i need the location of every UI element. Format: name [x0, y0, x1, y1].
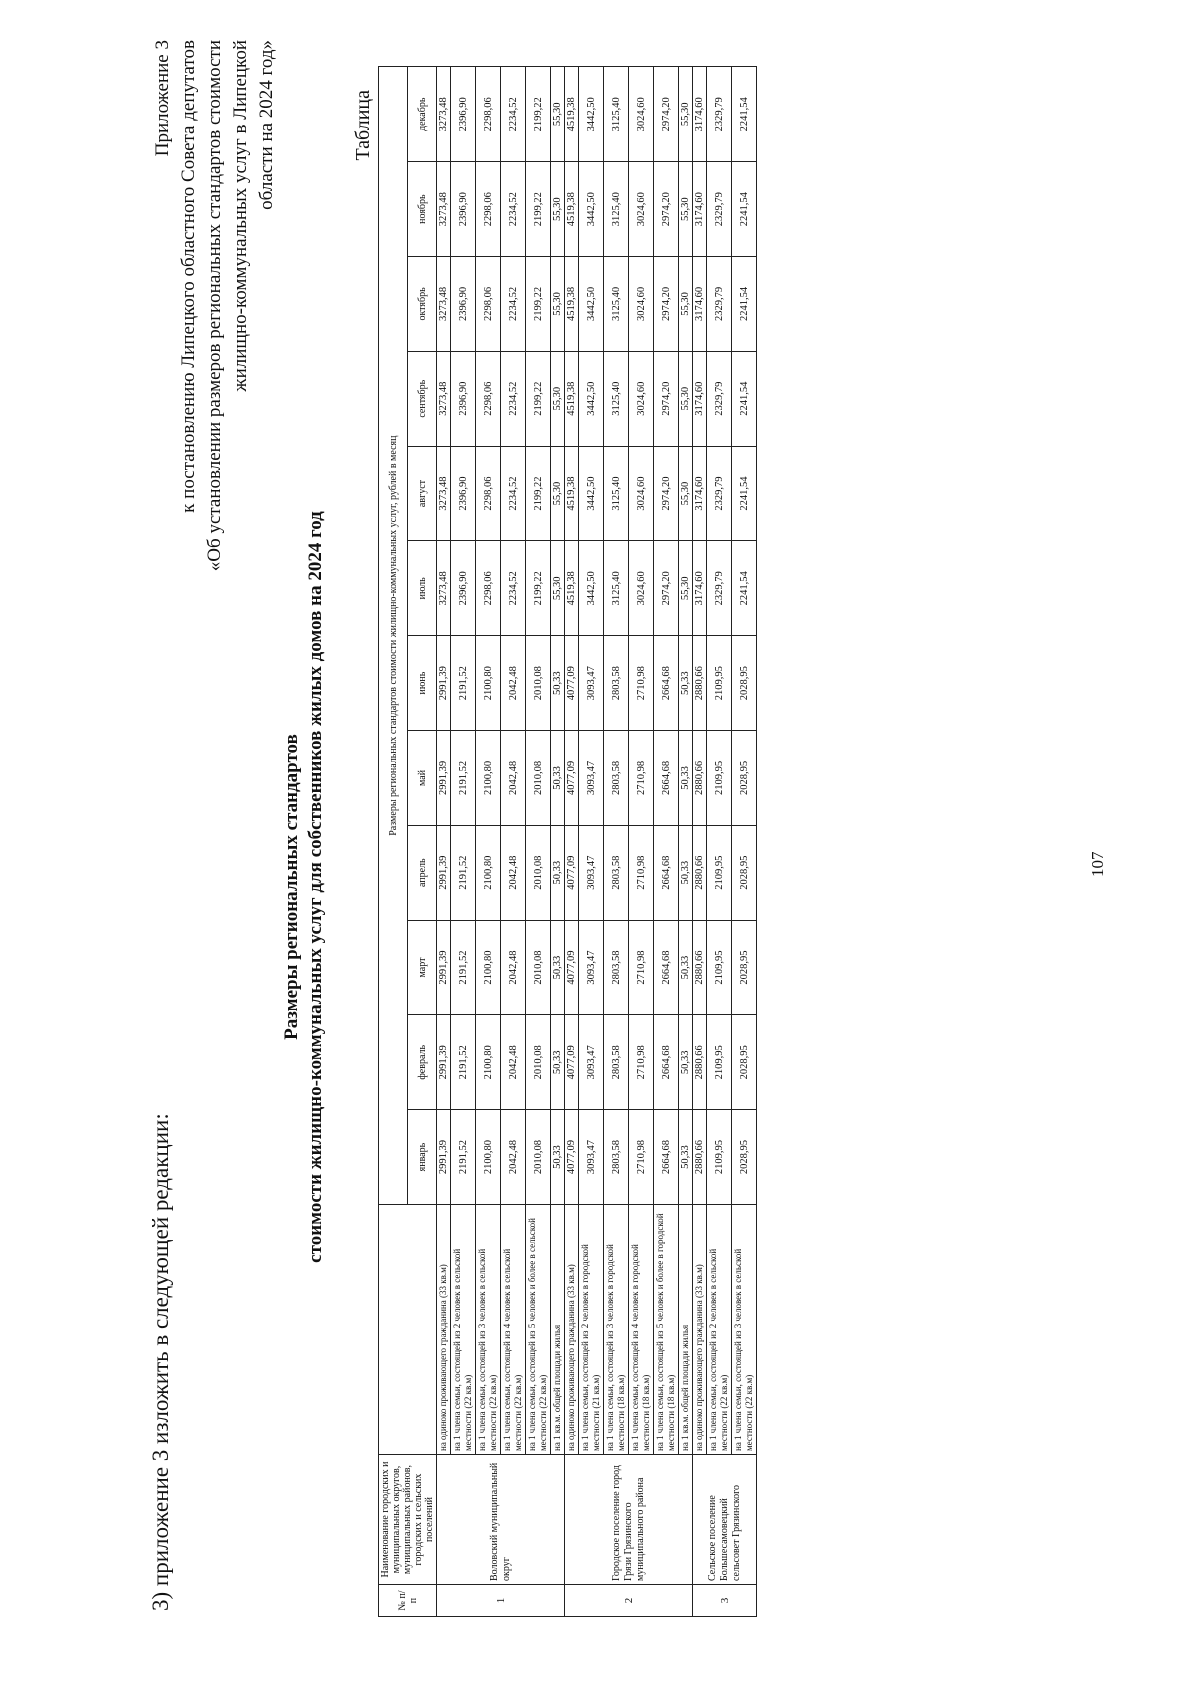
value-cell: 3174,60: [693, 446, 707, 541]
value-cell: 2010,08: [526, 636, 551, 731]
value-cell: 2199,22: [526, 351, 551, 446]
column-header-category: [379, 1205, 437, 1455]
value-cell: 2664,68: [654, 825, 679, 920]
value-cell: 3125,40: [604, 351, 629, 446]
value-cell: 3125,40: [604, 162, 629, 257]
value-cell: 2028,95: [732, 636, 757, 731]
value-cell: 2803,58: [604, 825, 629, 920]
category-description: на 1 члена семьи, состоящей из 4 человек в сельской местности (22 кв.м): [501, 1205, 526, 1455]
value-cell: 2974,20: [654, 351, 679, 446]
month-header: сентябрь: [408, 351, 437, 446]
value-cell: 50,33: [551, 920, 565, 1015]
value-cell: 4077,09: [565, 1110, 579, 1205]
value-cell: 3442,50: [579, 351, 604, 446]
value-cell: 2234,52: [501, 257, 526, 352]
value-cell: 50,33: [679, 920, 693, 1015]
value-cell: 55,30: [679, 257, 693, 352]
category-description: на 1 члена семьи, состоящей из 3 человек в городской местности (18 кв.м): [604, 1205, 629, 1455]
table-row: [629, 67, 654, 1617]
value-cell: 3442,50: [579, 257, 604, 352]
row-number: 1: [437, 1585, 565, 1617]
value-cell: 3442,50: [579, 446, 604, 541]
value-cell: 2974,20: [654, 446, 679, 541]
value-cell: 3093,47: [579, 636, 604, 731]
table-row: [565, 67, 579, 1617]
value-cell: 2191,52: [451, 731, 476, 826]
value-cell: 2880,66: [693, 636, 707, 731]
title-line-1: Размеры региональных стандартов: [281, 734, 302, 1040]
table-row: [451, 67, 476, 1617]
value-cell: 50,33: [679, 636, 693, 731]
value-cell: 2880,66: [693, 920, 707, 1015]
value-cell: 3024,60: [629, 257, 654, 352]
table-row: [604, 67, 629, 1617]
table-row: [437, 67, 451, 1617]
value-cell: 3174,60: [693, 67, 707, 162]
value-cell: 2710,98: [629, 636, 654, 731]
value-cell: 2100,80: [476, 1015, 501, 1110]
standards-table: [378, 66, 757, 1617]
value-cell: 3024,60: [629, 446, 654, 541]
value-cell: 3093,47: [579, 825, 604, 920]
value-cell: 2010,08: [526, 825, 551, 920]
value-cell: 2991,39: [437, 636, 451, 731]
value-cell: 3174,60: [693, 351, 707, 446]
value-cell: 50,33: [679, 731, 693, 826]
value-cell: 3273,48: [437, 541, 451, 636]
value-cell: 50,33: [679, 825, 693, 920]
value-cell: 2234,52: [501, 541, 526, 636]
value-cell: 2234,52: [501, 351, 526, 446]
column-group-header: Размеры региональных стандартов стоимости жилищно-коммунальных услуг, рублей в месяц: [379, 67, 408, 1205]
value-cell: 2199,22: [526, 67, 551, 162]
value-cell: 2100,80: [476, 825, 501, 920]
value-cell: 2298,06: [476, 257, 501, 352]
value-cell: 50,33: [551, 1015, 565, 1110]
month-header: март: [408, 920, 437, 1015]
appendix-header-line: жилищно-коммунальных услуг в Липецкой: [230, 40, 251, 392]
value-cell: 2298,06: [476, 67, 501, 162]
value-cell: 2241,54: [732, 351, 757, 446]
table-row: [732, 67, 757, 1617]
table-row: [501, 67, 526, 1617]
value-cell: 2974,20: [654, 67, 679, 162]
page-number: 107: [1088, 851, 1107, 877]
category-description: на 1 члена семьи, состоящей из 3 человек в сельской местности (22 кв.м): [476, 1205, 501, 1455]
title-line-2: стоимости жилищно-коммунальных услуг для собственников жилых домов на 2024 год: [305, 511, 326, 1263]
value-cell: 2109,95: [707, 731, 732, 826]
value-cell: 2191,52: [451, 1110, 476, 1205]
value-cell: 2191,52: [451, 636, 476, 731]
value-cell: 55,30: [679, 351, 693, 446]
value-cell: 3273,48: [437, 67, 451, 162]
value-cell: 2991,39: [437, 920, 451, 1015]
value-cell: 2396,90: [451, 351, 476, 446]
table-row: [579, 67, 604, 1617]
value-cell: 2199,22: [526, 446, 551, 541]
value-cell: 3093,47: [579, 731, 604, 826]
value-cell: 2042,48: [501, 1015, 526, 1110]
value-cell: 2880,66: [693, 1110, 707, 1205]
value-cell: 2880,66: [693, 1015, 707, 1110]
value-cell: 2974,20: [654, 541, 679, 636]
month-header: февраль: [408, 1015, 437, 1110]
value-cell: 4519,38: [565, 162, 579, 257]
value-cell: 4519,38: [565, 67, 579, 162]
value-cell: 55,30: [679, 541, 693, 636]
value-cell: 4077,09: [565, 1015, 579, 1110]
value-cell: 2241,54: [732, 67, 757, 162]
month-header: январь: [408, 1110, 437, 1205]
value-cell: 4519,38: [565, 351, 579, 446]
value-cell: 2042,48: [501, 731, 526, 826]
category-description: на 1 члена семьи, состоящей из 5 человек и более в сельской местности (22 кв.м): [526, 1205, 551, 1455]
value-cell: 2191,52: [451, 920, 476, 1015]
value-cell: 3273,48: [437, 351, 451, 446]
category-description: на 1 члена семьи, состоящей из 2 человек в сельской местности (22 кв.м): [707, 1205, 732, 1455]
value-cell: 3273,48: [437, 162, 451, 257]
table-caption: Таблица: [352, 90, 374, 161]
table-row: [707, 67, 732, 1617]
value-cell: 2109,95: [707, 825, 732, 920]
row-number: 3: [693, 1585, 757, 1617]
value-cell: 2710,98: [629, 1015, 654, 1110]
value-cell: 2664,68: [654, 636, 679, 731]
value-cell: 55,30: [679, 67, 693, 162]
value-cell: 55,30: [551, 67, 565, 162]
month-header: август: [408, 446, 437, 541]
value-cell: 2396,90: [451, 257, 476, 352]
value-cell: 3125,40: [604, 541, 629, 636]
column-header-number: № п/п: [379, 1585, 437, 1617]
lead-text: 3) приложение 3 изложить в следующей редакции:: [148, 1113, 173, 1611]
value-cell: 55,30: [551, 446, 565, 541]
value-cell: 2396,90: [451, 162, 476, 257]
month-header: октябрь: [408, 257, 437, 352]
value-cell: 2710,98: [629, 920, 654, 1015]
category-description: на 1 члена семьи, состоящей из 2 человек в городской местности (21 кв.м): [579, 1205, 604, 1455]
value-cell: 2298,06: [476, 446, 501, 541]
category-description: на 1 члена семьи, состоящей из 4 человек в городской местности (18 кв.м): [629, 1205, 654, 1455]
value-cell: 2329,79: [707, 162, 732, 257]
category-description: на 1 члена семьи, состоящей из 2 человек в сельской местности (22 кв.м): [451, 1205, 476, 1455]
table-row: [679, 67, 693, 1617]
value-cell: 55,30: [551, 541, 565, 636]
value-cell: 50,33: [551, 636, 565, 731]
value-cell: 2010,08: [526, 1110, 551, 1205]
appendix-header-line: «Об установлении размеров региональных стандартов стоимости: [204, 40, 225, 572]
value-cell: 2664,68: [654, 1110, 679, 1205]
value-cell: 3093,47: [579, 920, 604, 1015]
value-cell: 4077,09: [565, 636, 579, 731]
month-header: июнь: [408, 636, 437, 731]
month-header: июль: [408, 541, 437, 636]
table-row: [526, 67, 551, 1617]
value-cell: 3442,50: [579, 162, 604, 257]
value-cell: 2664,68: [654, 1015, 679, 1110]
value-cell: 3024,60: [629, 541, 654, 636]
municipality-name: Воловский муниципальный округ: [437, 1455, 565, 1585]
value-cell: 2396,90: [451, 541, 476, 636]
value-cell: 2109,95: [707, 1015, 732, 1110]
category-description: на 1 кв.м. общей площади жилья: [551, 1205, 565, 1455]
value-cell: 2199,22: [526, 162, 551, 257]
month-header: апрель: [408, 825, 437, 920]
value-cell: 2241,54: [732, 446, 757, 541]
value-cell: 3093,47: [579, 1015, 604, 1110]
value-cell: 3174,60: [693, 162, 707, 257]
value-cell: 2880,66: [693, 825, 707, 920]
value-cell: 2803,58: [604, 731, 629, 826]
value-cell: 2803,58: [604, 636, 629, 731]
value-cell: 3442,50: [579, 541, 604, 636]
value-cell: 2028,95: [732, 920, 757, 1015]
value-cell: 2042,48: [501, 920, 526, 1015]
value-cell: 2664,68: [654, 731, 679, 826]
value-cell: 2191,52: [451, 1015, 476, 1110]
value-cell: 2974,20: [654, 257, 679, 352]
table-row: [693, 67, 707, 1617]
value-cell: 2329,79: [707, 446, 732, 541]
value-cell: 2010,08: [526, 731, 551, 826]
value-cell: 2991,39: [437, 731, 451, 826]
municipality-name: Сельское поселение Большесамовецкий сельсовет Грязинского: [693, 1455, 757, 1585]
value-cell: 2991,39: [437, 1110, 451, 1205]
table-row: [476, 67, 501, 1617]
value-cell: 3273,48: [437, 446, 451, 541]
value-cell: 2298,06: [476, 351, 501, 446]
category-description: на 1 кв.м. общей площади жилья: [679, 1205, 693, 1455]
value-cell: 2234,52: [501, 162, 526, 257]
value-cell: 2028,95: [732, 731, 757, 826]
value-cell: 2100,80: [476, 920, 501, 1015]
category-description: на 1 члена семьи, состоящей из 5 человек и более в городской местности (18 кв.м): [654, 1205, 679, 1455]
value-cell: 2100,80: [476, 636, 501, 731]
value-cell: 3024,60: [629, 67, 654, 162]
value-cell: 50,33: [551, 1110, 565, 1205]
value-cell: 2298,06: [476, 162, 501, 257]
value-cell: 3024,60: [629, 351, 654, 446]
table-row: [654, 67, 679, 1617]
value-cell: 2109,95: [707, 636, 732, 731]
value-cell: 2241,54: [732, 257, 757, 352]
appendix-header-line: Приложение 3: [152, 40, 173, 157]
value-cell: 2199,22: [526, 257, 551, 352]
value-cell: 50,33: [679, 1015, 693, 1110]
value-cell: 2241,54: [732, 162, 757, 257]
value-cell: 2329,79: [707, 67, 732, 162]
month-header: май: [408, 731, 437, 826]
value-cell: 2199,22: [526, 541, 551, 636]
value-cell: 3174,60: [693, 257, 707, 352]
value-cell: 55,30: [679, 162, 693, 257]
appendix-header-line: области на 2024 год»: [256, 40, 277, 210]
value-cell: 2329,79: [707, 541, 732, 636]
value-cell: 55,30: [551, 351, 565, 446]
value-cell: 2803,58: [604, 920, 629, 1015]
value-cell: 2298,06: [476, 541, 501, 636]
value-cell: 55,30: [679, 446, 693, 541]
value-cell: 2042,48: [501, 825, 526, 920]
value-cell: 3093,47: [579, 1110, 604, 1205]
month-header: декабрь: [408, 67, 437, 162]
value-cell: 4519,38: [565, 541, 579, 636]
value-cell: 2710,98: [629, 731, 654, 826]
value-cell: 2991,39: [437, 825, 451, 920]
value-cell: 2100,80: [476, 1110, 501, 1205]
value-cell: 3024,60: [629, 162, 654, 257]
value-cell: 2234,52: [501, 67, 526, 162]
value-cell: 3273,48: [437, 257, 451, 352]
appendix-header: [150, 40, 280, 1300]
value-cell: 2329,79: [707, 257, 732, 352]
value-cell: 55,30: [551, 257, 565, 352]
value-cell: 55,30: [551, 162, 565, 257]
category-description: на одиноко проживающего гражданина (33 кв.м): [693, 1205, 707, 1455]
municipality-name: Городское поселение город Грязи Грязинского муниципального района: [565, 1455, 693, 1585]
value-cell: 2396,90: [451, 67, 476, 162]
value-cell: 2100,80: [476, 731, 501, 826]
month-header: ноябрь: [408, 162, 437, 257]
value-cell: 2028,95: [732, 825, 757, 920]
value-cell: 2710,98: [629, 825, 654, 920]
value-cell: 2028,95: [732, 1110, 757, 1205]
value-cell: 3174,60: [693, 541, 707, 636]
value-cell: 2010,08: [526, 920, 551, 1015]
value-cell: 2042,48: [501, 1110, 526, 1205]
value-cell: 3125,40: [604, 257, 629, 352]
value-cell: 4077,09: [565, 920, 579, 1015]
value-cell: 2191,52: [451, 825, 476, 920]
value-cell: 50,33: [679, 1110, 693, 1205]
value-cell: 3125,40: [604, 67, 629, 162]
value-cell: 2028,95: [732, 1015, 757, 1110]
appendix-header-line: к постановлению Липецкого областного Совета депутатов: [178, 40, 199, 513]
category-description: на 1 члена семьи, состоящей из 3 человек в сельской местности (22 кв.м): [732, 1205, 757, 1455]
value-cell: 2234,52: [501, 446, 526, 541]
value-cell: 4519,38: [565, 446, 579, 541]
value-cell: 2241,54: [732, 541, 757, 636]
category-description: на одиноко проживающего гражданина (33 кв.м): [565, 1205, 579, 1455]
value-cell: 50,33: [551, 731, 565, 826]
table-header-row: [379, 67, 408, 1617]
value-cell: 50,33: [551, 825, 565, 920]
value-cell: 2974,20: [654, 162, 679, 257]
value-cell: 2010,08: [526, 1015, 551, 1110]
value-cell: 4519,38: [565, 257, 579, 352]
category-description: на одиноко проживающего гражданина (33 кв.м): [437, 1205, 451, 1455]
value-cell: 4077,09: [565, 825, 579, 920]
value-cell: 2803,58: [604, 1110, 629, 1205]
value-cell: 4077,09: [565, 731, 579, 826]
value-cell: 2710,98: [629, 1110, 654, 1205]
document-title: [280, 337, 328, 1437]
value-cell: 2329,79: [707, 351, 732, 446]
table-row: [551, 67, 565, 1617]
value-cell: 2042,48: [501, 636, 526, 731]
value-cell: 2880,66: [693, 731, 707, 826]
row-number: 2: [565, 1585, 693, 1617]
value-cell: 3442,50: [579, 67, 604, 162]
value-cell: 2991,39: [437, 1015, 451, 1110]
value-cell: 2109,95: [707, 1110, 732, 1205]
value-cell: 2396,90: [451, 446, 476, 541]
value-cell: 2109,95: [707, 920, 732, 1015]
value-cell: 2803,58: [604, 1015, 629, 1110]
value-cell: 3125,40: [604, 446, 629, 541]
column-header-municipality: Наименование городских и муниципальных округов, муниципальных районов, городских и сельских поселений: [379, 1455, 437, 1585]
value-cell: 2664,68: [654, 920, 679, 1015]
